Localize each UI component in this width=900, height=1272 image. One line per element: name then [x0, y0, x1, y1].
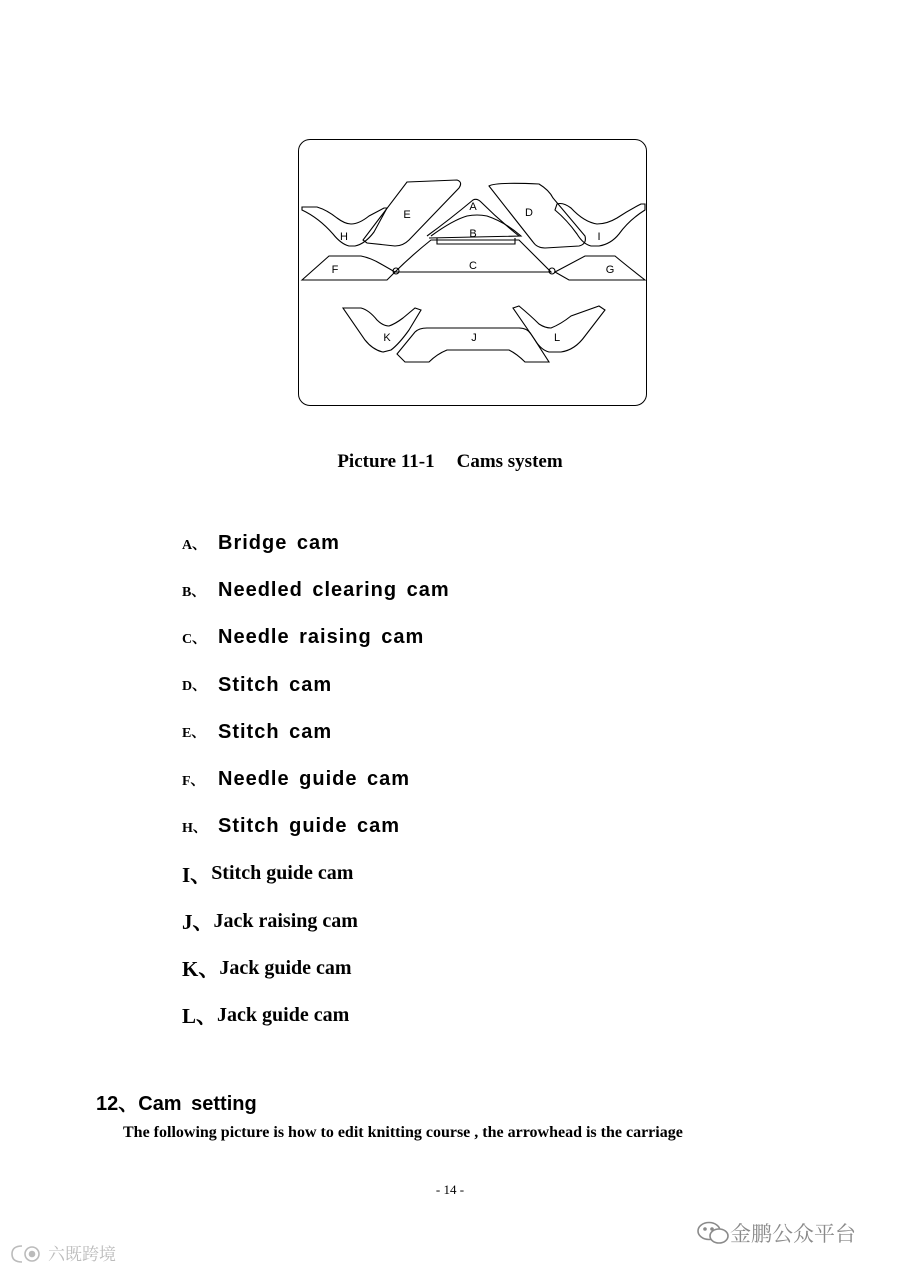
- legend-text: Stitch cam: [218, 720, 333, 743]
- cam-label-a: A: [469, 201, 477, 213]
- cam-label-d: D: [525, 207, 533, 219]
- legend-text: Needled clearing cam: [218, 579, 450, 602]
- cam-label-k: K: [383, 332, 391, 344]
- legend-item: [182, 850, 450, 897]
- section-body: The following picture is how to edit knitting course , the arrowhead is the carriage: [123, 1124, 683, 1141]
- legend-text: Bridge cam: [218, 532, 340, 555]
- legend-item: [182, 992, 450, 1039]
- caption-title: Cams system: [456, 451, 563, 472]
- cam-label-j: J: [471, 332, 477, 344]
- logo-icon: [8, 1241, 48, 1265]
- cam-label-g: G: [605, 264, 615, 276]
- cam-label-c: C: [469, 260, 477, 272]
- cam-e-shape: [363, 180, 461, 246]
- cam-label-i: I: [597, 231, 601, 243]
- cam-label-f: F: [331, 264, 339, 276]
- legend-text: Stitch cam: [218, 673, 333, 696]
- legend-item: [182, 803, 450, 850]
- cam-l-shape: [513, 306, 605, 352]
- legend-text: Jack guide cam: [219, 956, 352, 979]
- legend-item: [182, 898, 450, 945]
- legend-letter: D、: [182, 679, 207, 695]
- watermark-right: [696, 1218, 856, 1248]
- cam-label-h: H: [340, 231, 348, 243]
- legend-letter: H、: [182, 820, 207, 836]
- legend-letter: E、: [182, 726, 206, 742]
- cam-label-e: E: [403, 209, 411, 221]
- caption-number: Picture 11-1: [337, 451, 435, 472]
- legend-item: [182, 709, 450, 756]
- cam-k-shape: [343, 308, 421, 352]
- legend-letter: K、: [182, 957, 220, 982]
- legend-text: Needle guide cam: [218, 768, 411, 791]
- legend-item: [182, 756, 450, 803]
- cam-label-l: L: [553, 332, 561, 344]
- legend-letter: C、: [182, 631, 207, 647]
- legend-text: Stitch guide cam: [211, 862, 354, 885]
- legend-letter: J、: [182, 910, 214, 935]
- watermark-right-text: 金鹏公众平台: [730, 1222, 856, 1246]
- watermark-left: [8, 1240, 116, 1265]
- figure-caption: [0, 451, 900, 473]
- legend-item: [182, 567, 450, 614]
- legend-letter: F、: [182, 773, 205, 789]
- legend-text: Jack guide cam: [217, 1003, 350, 1026]
- page-number: - 14 -: [435, 1182, 465, 1197]
- legend-text: Needle raising cam: [218, 626, 425, 649]
- legend-letter: B、: [182, 584, 206, 600]
- cam-d-shape: [489, 183, 585, 248]
- legend-item: [182, 662, 450, 709]
- legend-text: Jack raising cam: [213, 909, 358, 932]
- section-heading: 12、Cam setting: [96, 1093, 257, 1115]
- legend-text: Stitch guide cam: [218, 815, 401, 838]
- legend-item: [182, 520, 450, 567]
- cams-system-figure: [298, 139, 647, 406]
- cam-f-shape: [302, 256, 395, 280]
- legend-item: [182, 945, 450, 992]
- cam-legend-list: [182, 520, 450, 1039]
- cam-label-b: B: [469, 228, 477, 240]
- legend-letter: I、: [182, 862, 212, 887]
- legend-letter: A、: [182, 537, 207, 553]
- watermark-left-text: 六既跨境: [48, 1245, 116, 1265]
- wechat-icon: [696, 1220, 730, 1246]
- legend-letter: L、: [182, 1004, 218, 1029]
- legend-item: [182, 614, 450, 661]
- cams-diagram: [299, 140, 648, 407]
- cam-g-shape: [555, 256, 645, 280]
